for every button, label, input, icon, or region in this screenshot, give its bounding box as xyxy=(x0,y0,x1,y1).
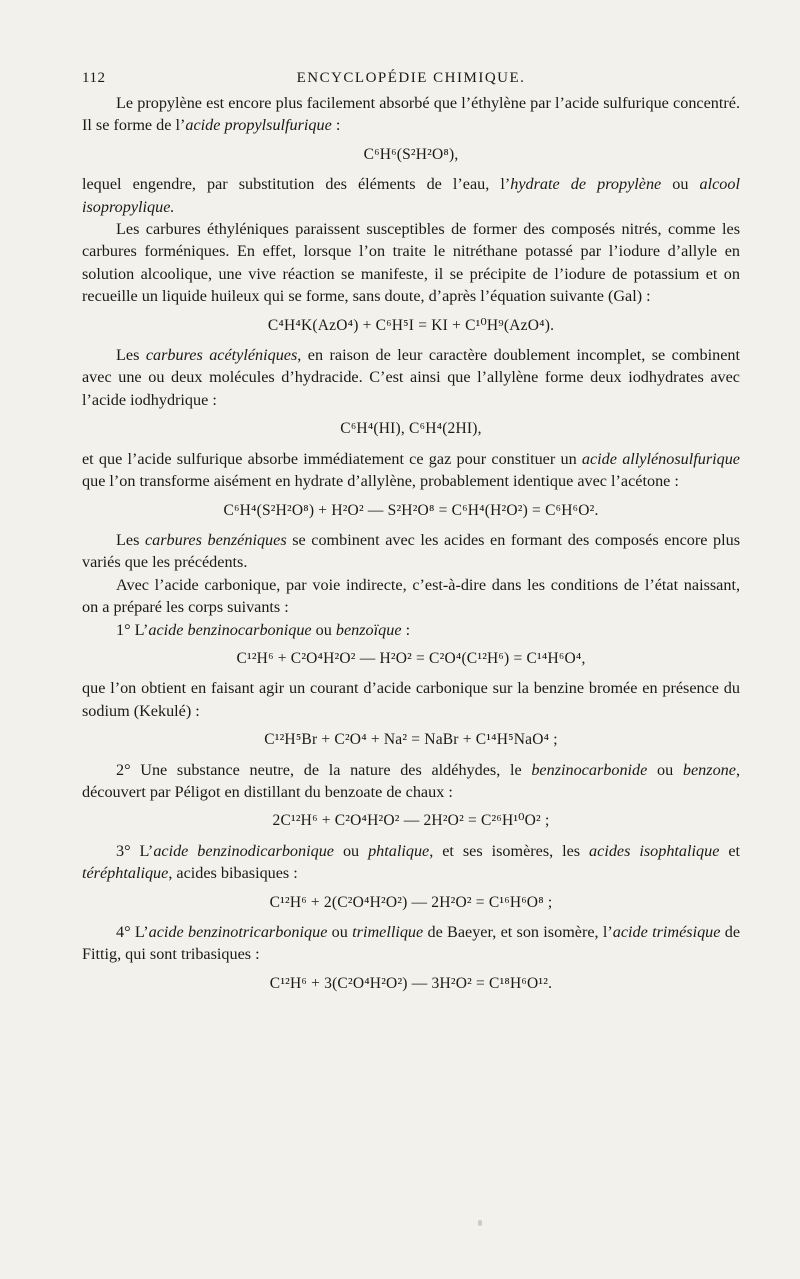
paragraph-kekule: que l’on obtient en faisant agir un courant d’acide carbonique sur la benzine bromée en présence du sodium (Kekulé) : xyxy=(82,679,740,720)
paragraph-benzenic: Les carbures benzéniques se combinent avec les acides en formant des composés encore plus variés que les précédents. xyxy=(82,530,740,572)
item-1-benzoique: 1° L’acide benzinocarbonique ou benzoïque : xyxy=(116,620,411,639)
item-3-phtalique: 3° L’acide benzinodicarbonique ou phtalique, et ses isomères, les acides isophtalique et téréphtalique, acides bibasiques : xyxy=(82,841,741,883)
item-2-benzone: 2° Une substance neutre, de la nature des aldéhydes, le benzinocarbonide ou benzone, découvert par Péligot en distillant du benzoate de chaux : xyxy=(82,760,740,801)
paragraph-allylene: et que l’acide sulfurique absorbe immédiatement ce gaz pour constituer un acide allylénosulfurique que l’on transforme aisément en hydrate d’allylène, probablement identique avec l’acétone : xyxy=(82,449,740,491)
page-header xyxy=(82,64,740,92)
equation-phtalique: C¹²H⁶ + 2(C²O⁴H²O²) — 2H²O² = C¹⁶H⁶O⁸ ; xyxy=(269,893,553,911)
running-head: ENCYCLOPÉDIE CHIMIQUE. xyxy=(296,70,526,86)
formula-iodhydrates: C⁶H⁴(HI), C⁶H⁴(2HI), xyxy=(340,420,482,438)
page-body xyxy=(82,92,740,995)
equation-kekule: C¹²H⁵Br + C²O⁴ + Na² = NaBr + C¹⁴H⁵NaO⁴ ; xyxy=(264,731,558,749)
paragraph-hydrate: lequel engendre, par substitution des éléments de l’eau, l’hydrate de propylène ou alcool isopropylique. xyxy=(82,175,740,216)
paragraph-propylene: Le propylène est encore plus facilement absorbé que l’éthylène par l’acide sulfurique concentré. Il se forme de l’acide propylsulfurique : xyxy=(82,94,740,135)
paragraph-acetylenic: Les carbures acétyléniques, en raison de leur caractère doublement incomplet, se combinent avec une ou deux molécules d’hydracide. C’est ainsi que l’allylène forme deux iodhydrates avec l’acide iodhydrique : xyxy=(82,346,740,409)
equation-trimellique: C¹²H⁶ + 3(C²O⁴H²O²) — 3H²O² = C¹⁸H⁶O¹². xyxy=(269,974,553,992)
paragraph-nitro-compounds: Les carbures éthyléniques paraissent susceptibles de former des composés nitrés, comme les carbures forméniques. En effet, lorsque l’on traite le nitréthane potassé par l’iodure d’allyle en solution alcoolique, une vive réaction se manifeste, il se précipite de l’iodure de potassium et on recueille un liquide huileux qui se forme, sans doute, d’après l’équation suivante (Gal) : xyxy=(82,220,740,306)
equation-acetone: C⁶H⁴(S²H²O⁸) + H²O² — S²H²O⁸ = C⁶H⁴(H²O²) = C⁶H⁶O². xyxy=(223,501,599,519)
page-number: 112 xyxy=(82,70,106,86)
formula-propylsulfurique: C⁶H⁶(S²H²O⁸), xyxy=(363,145,459,163)
equation-benzoique: C¹²H⁶ + C²O⁴H²O² — H²O² = C²O⁴(C¹²H⁶) = C¹⁴H⁶O⁴, xyxy=(236,649,586,667)
print-speck xyxy=(478,1220,482,1226)
paragraph-carbonic: Avec l’acide carbonique, par voie indirecte, c’est-à-dire dans les conditions de l’état naissant, on a préparé les corps suivants : xyxy=(82,575,740,617)
equation-gal: C⁴H⁴K(AzO⁴) + C⁶H⁵I = KI + C¹⁰H⁹(AzO⁴). xyxy=(267,316,555,334)
equation-benzone: 2C¹²H⁶ + C²O⁴H²O² — 2H²O² = C²⁶H¹⁰O² ; xyxy=(272,812,550,830)
item-4-trimellique: 4° L’acide benzinotricarbonique ou trimellique de Baeyer, et son isomère, l’acide trimésique de Fittig, qui sont tribasiques : xyxy=(82,923,741,964)
